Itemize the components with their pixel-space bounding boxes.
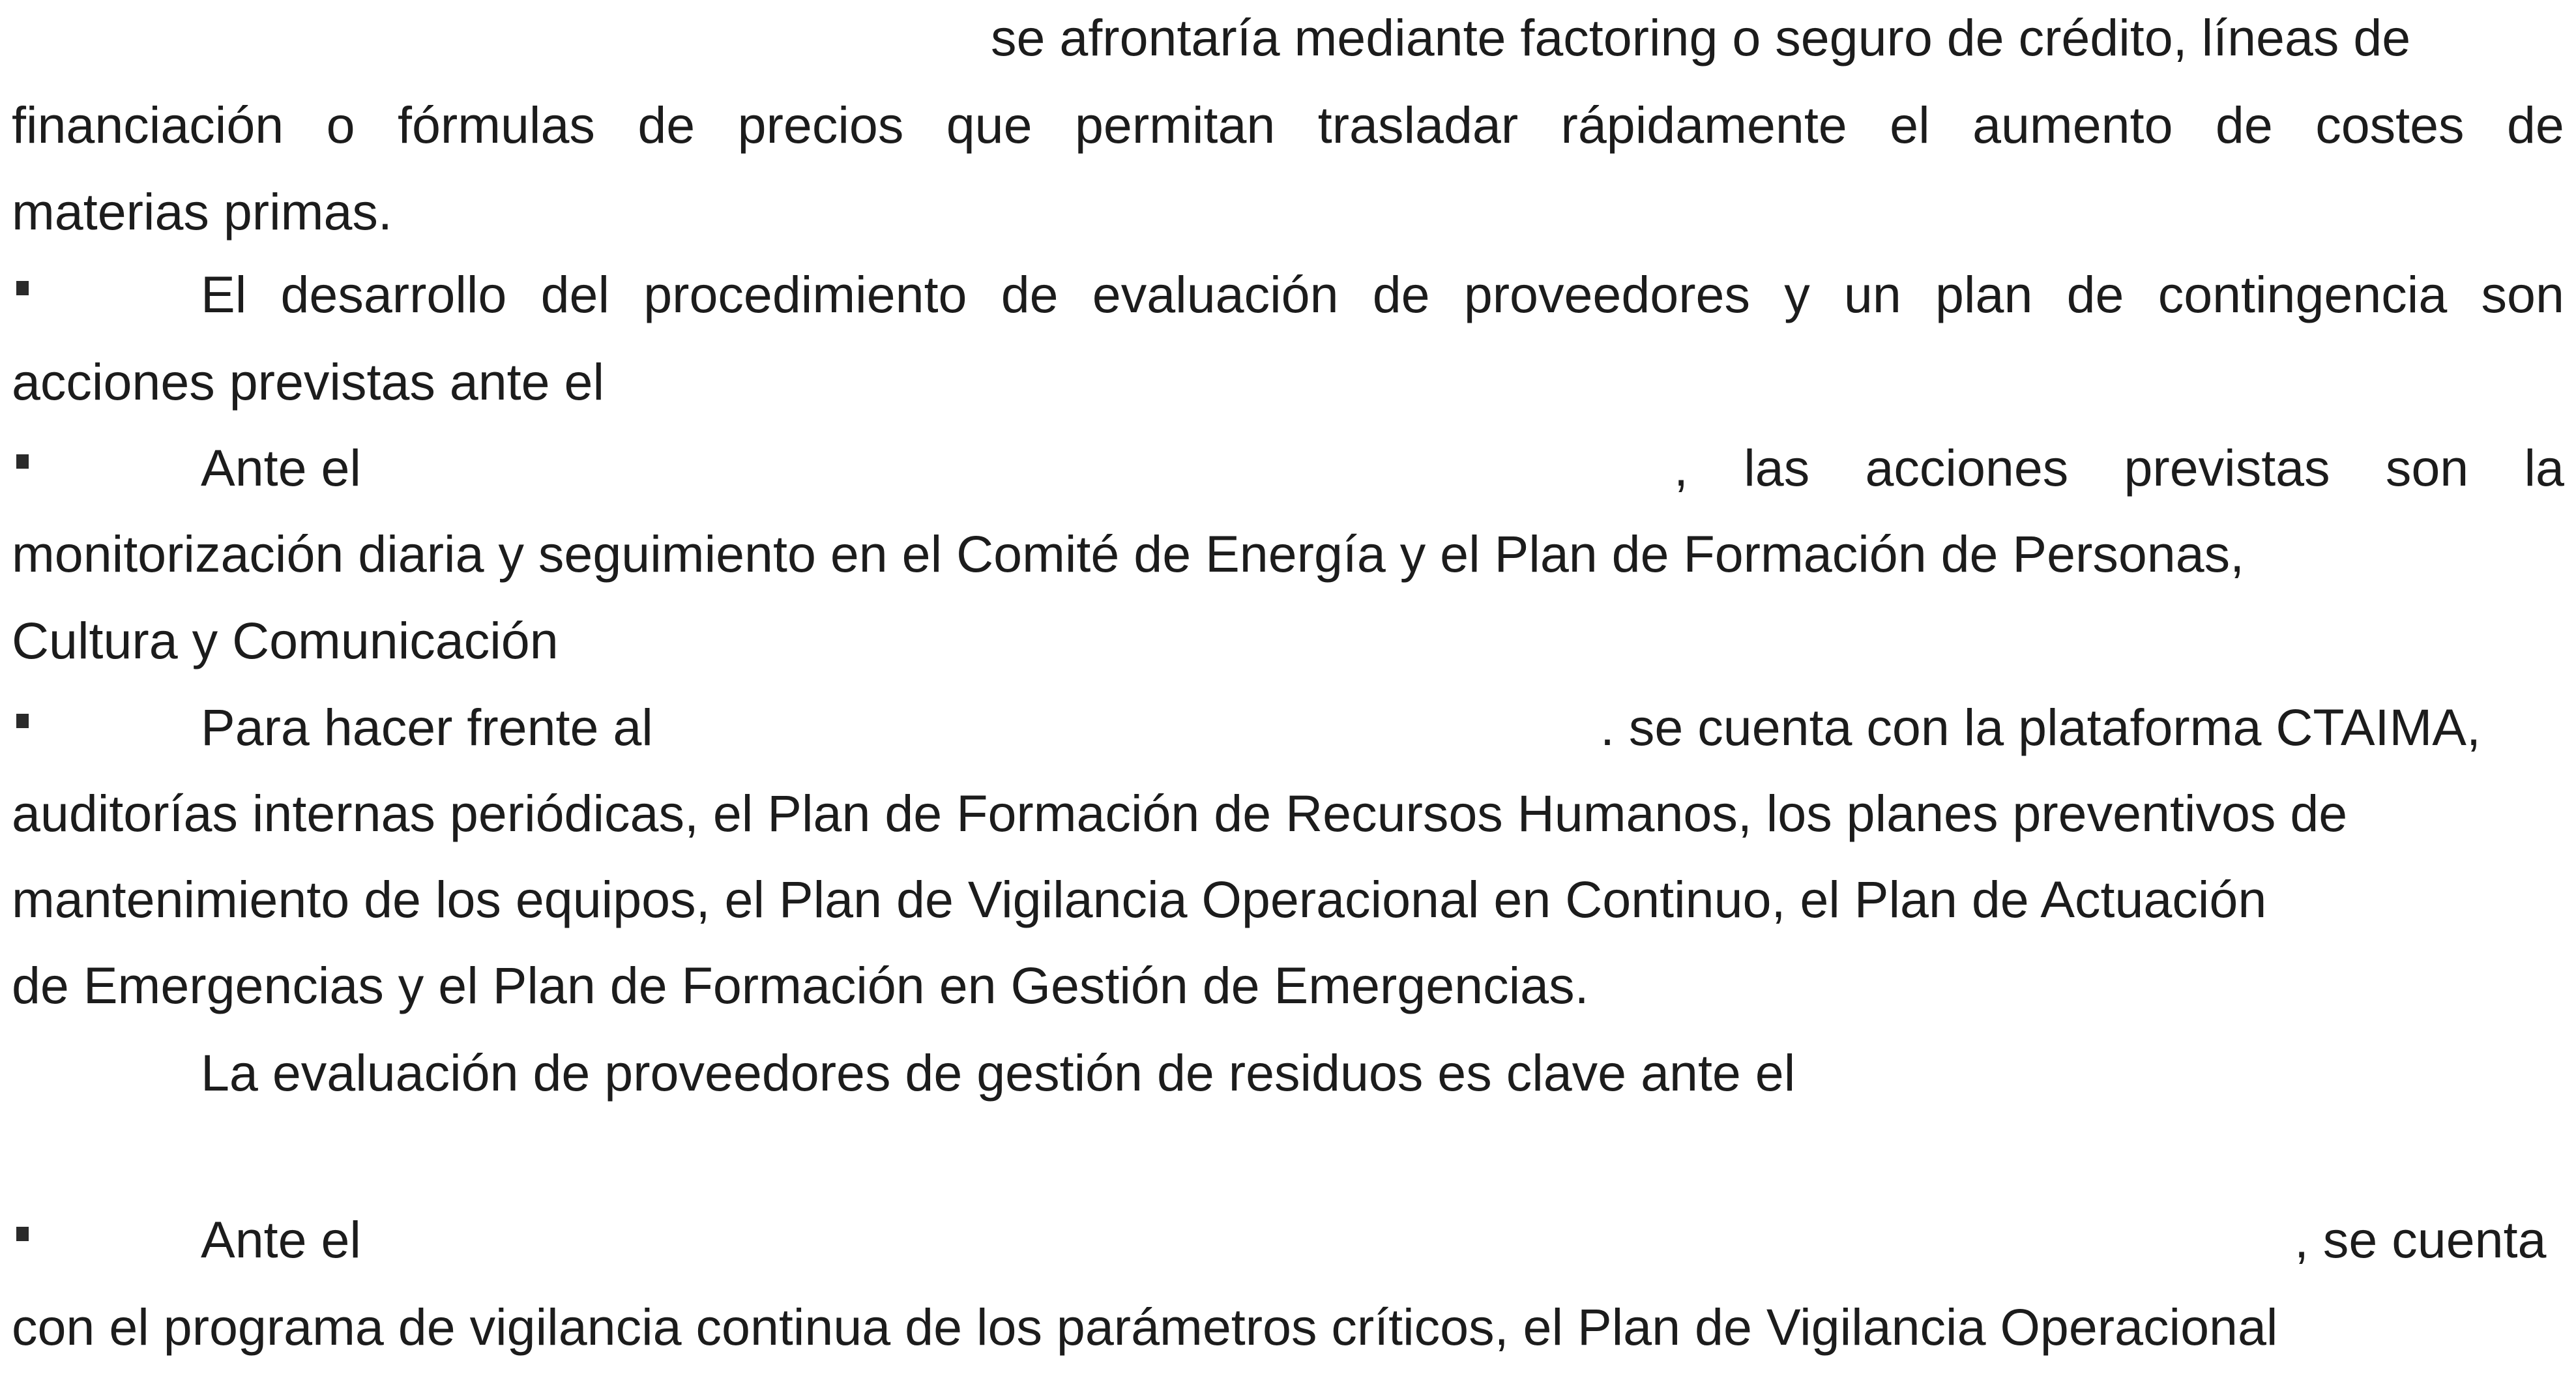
word: aumento [1972,96,2173,154]
bullet-4-line-1-start [201,1207,592,1272]
text-span: con el programa de vigilancia continua de los parámetros críticos, el Plan de Vigilancia Operacional [12,1298,2278,1356]
para-continuation-line-3 [12,179,2564,244]
word: desarrollo [280,265,507,323]
word: El [201,265,247,323]
word: rápidamente [1560,96,1847,154]
text-span: de Emergencias y el Plan de Formación en Gestión de Emergencias. [12,956,1589,1014]
para-continuation-line-2 [12,93,2564,158]
word: procedimiento [643,265,967,323]
bullet-3-line-4 [12,953,2564,1018]
text-span: Cultura y Comunicación [12,611,559,669]
word: previstas [2124,439,2330,497]
word: y [1784,265,1810,323]
bullet-2-line-3 [12,608,2564,673]
word: de [2506,96,2564,154]
word: financiación [12,96,284,154]
word: son [2385,439,2469,497]
bullet-marker [16,714,29,728]
word: permitan [1074,96,1276,154]
text-span: Ante el [201,1210,361,1268]
bullet-3-line-2 [12,781,2564,846]
word: la [2524,439,2564,497]
bullet-marker [16,454,29,469]
bullet-marker [16,1227,29,1241]
bullet-4-line-1-end [2294,1207,2564,1272]
bullet-2-line-1-end [1674,435,2564,501]
text-span: acciones previstas ante el [12,353,605,411]
word: las [1744,439,1810,497]
word: o [326,96,355,154]
bullet-1-line-1 [201,262,2564,327]
text-span: La evaluación de proveedores de gestión de residuos es clave ante el [201,1044,1796,1102]
word: plan [1935,265,2033,323]
bullet-marker [16,281,29,295]
word: contingencia [2158,265,2448,323]
bullet-3-line-3 [12,867,2564,932]
word: que [946,96,1032,154]
word: evaluación [1092,265,1339,323]
word: de [2215,96,2273,154]
word: trasladar [1317,96,1519,154]
word: acciones [1865,439,2069,497]
word: de [1372,265,1430,323]
text-span: Ante el [201,439,361,497]
bullet-2-line-1-start [201,435,592,501]
word: de [637,96,695,154]
word: , [1674,439,1688,497]
word: un [1843,265,1901,323]
text-span: , se cuenta [2294,1210,2547,1268]
text-span: . se cuenta con la plataforma CTAIMA, [1600,698,2481,756]
bullet-2-line-2 [12,521,2564,587]
para-indented-line-1 [201,1040,2564,1106]
word: proveedores [1463,265,1750,323]
word: precios [737,96,904,154]
text-span: materias primas. [12,183,392,241]
bullet-3-line-1-end [1600,695,2564,760]
word: fórmulas [398,96,595,154]
bullet-4-line-2 [12,1295,2564,1360]
text-span: monitorización diaria y seguimiento en el Comité de Energía y el Plan de Formación de Personas, [12,525,2245,583]
text-span: Para hacer frente al [201,698,653,756]
word: costes [2315,96,2465,154]
word: de [2066,265,2124,323]
text-span: mantenimiento de los equipos, el Plan de Vigilancia Operacional en Continuo, el Plan de Actuación [12,870,2267,928]
word: son [2481,265,2564,323]
bullet-3-line-1-start [201,695,787,760]
word: de [1001,265,1059,323]
text-span: se afrontaría mediante factoring o seguro de crédito, líneas de [991,8,2411,66]
word: el [1890,96,1930,154]
word: del [540,265,610,323]
bullet-1-line-2 [12,349,2564,415]
text-span: auditorías internas periódicas, el Plan de Formación de Recursos Humanos, los planes preventivos de [12,784,2348,842]
